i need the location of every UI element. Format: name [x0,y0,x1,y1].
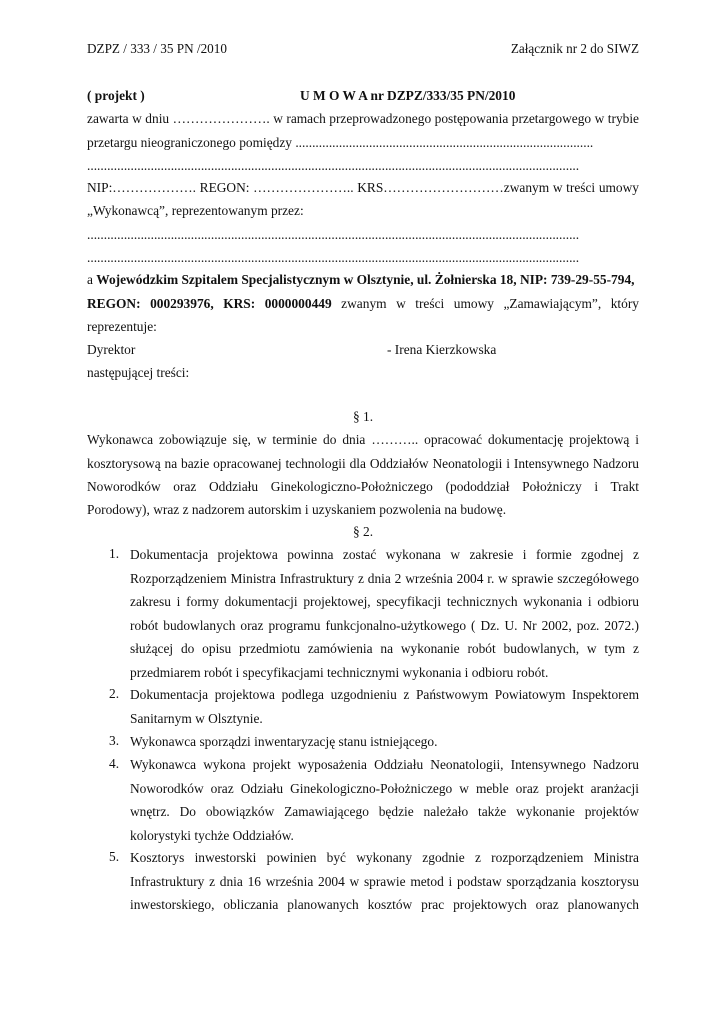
director-row [87,341,639,359]
section-1-line: Porodowy), wraz z nadzorem autorskim i uzyskaniem pozwolenia na budowę. [87,502,507,517]
list-item-number: 1. [109,546,120,561]
contractor-ids-line: NIP:………………. REGON: ………………….. KRS………………………zwanym w treści umowy [87,180,639,195]
list-item-number: 4. [109,756,120,771]
title-row [87,87,639,105]
draft-label: ( projekt ) [87,88,145,103]
list-item-number: 3. [109,733,120,748]
page-header [87,41,639,57]
director-label: Dyrektor [87,342,136,357]
hospital-ids-line: REGON: 000293976, KRS: 0000000449 zwanym w treści umowy „Zamawiającym”, który [87,296,639,311]
dotted-line: ................................................................................................................................................... [87,227,580,242]
section-1-heading: § 1. [352,409,374,424]
dotted-line: ................................................................................................................................................... [87,250,580,265]
list-item-text: Wykonawca sporządzi inwentaryzację stanu istniejącego. [130,734,438,749]
section-2-heading: § 2. [352,524,374,539]
hospital-name: Wojewódzkim Szpitalem Specjalistycznym w Olsztynie, ul. Żołnierska 18, NIP: 739-29-55-794, [96,272,635,287]
director-name: - Irena Kierzkowska [387,342,497,357]
attachment-label: Załącznik nr 2 do SIWZ [510,41,639,56]
section-1-line: Noworodków oraz Oddziału Ginekologiczno-Położniczego (pododdział Położniczy i Trakt [87,479,639,494]
list-item-number: 5. [109,849,120,864]
contract-title: U M O W A nr DZPZ/333/35 PN/2010 [300,88,516,103]
represented-by: reprezentuje: [87,319,157,334]
list-item-text: Dokumentacja projektowa podlega uzgodnieniu z Państwowym Powiatowym Inspektorem Sanitarnym w Olsztynie. [130,687,639,726]
dotted-line: ................................................................................................................................................... [87,158,580,173]
intro-line-2: przetargu nieograniczonego pomiędzy ......................................................................................... [87,135,594,150]
list-item-number: 2. [109,686,120,701]
list-item-text: Dokumentacja projektowa powinna zostać wykonana w zakresie i formie zgodnej z Rozporządzeniem Ministra Infrastruktury z dnia 2 września 2004 r. w sprawie szczegółowego zakresu i formy dokumentacji projektowej, specyfikacji technicznych wykonania i odbioru robót budowlanych oraz programu funkcjonalno-użytkowego ( Dz. U. Nr 2002, poz. 2072.) służącej do opisu przedmiotu zamówienia na wykonanie robót budowlanych, w tym z przedmiarem robót i specyfikacjami technicznymi wykonania i odbioru robót. [130,547,639,680]
following-content: następującej treści: [87,365,190,380]
section-1-line: Wykonawca zobowiązuje się, w terminie do dnia ……….. opracować dokumentację projektową i [87,432,639,447]
hospital-ids: REGON: 000293976, KRS: 0000000449 [87,296,332,311]
list-item-text: Wykonawca wykona projekt wyposażenia Oddziału Neonatologii, Intensywnego Nadzoru Noworodków oraz Odziału Ginekologiczno-Położniczego w meble oraz projekt aranżacji wnętrz. Do obowiązków Zamawiającego będzie należało także wykonanie projektów kolorystyki tychże Oddziałów. [130,757,639,843]
list-item-text: Kosztorys inwestorski powinien być wykonany zgodnie z rozporządzeniem Ministra Infrastruktury z dnia 16 września 2004 w sprawie metod i podstaw sporządzania kosztorysu inwestorskiego, obliczania planowanych kosztów prac projektowych oraz planowanych [130,850,639,912]
section-1-line: kosztorysową na bazie opracowanej technologii dla Oddziałów Neonatologii i Intensywnego Nadzoru [87,456,639,471]
contractor-representation: „Wykonawcą”, reprezentowanym przez: [87,203,304,218]
hospital-line: a Wojewódzkim Szpitalem Specjalistycznym w Olsztynie, ul. Żołnierska 18, NIP: 739-29-55-794, [87,272,635,287]
intro-line-1: zawarta w dniu …………………. w ramach przeprowadzonego postępowania przetargowego w trybie [87,111,639,126]
document-reference: DZPZ / 333 / 35 PN /2010 [87,41,227,56]
